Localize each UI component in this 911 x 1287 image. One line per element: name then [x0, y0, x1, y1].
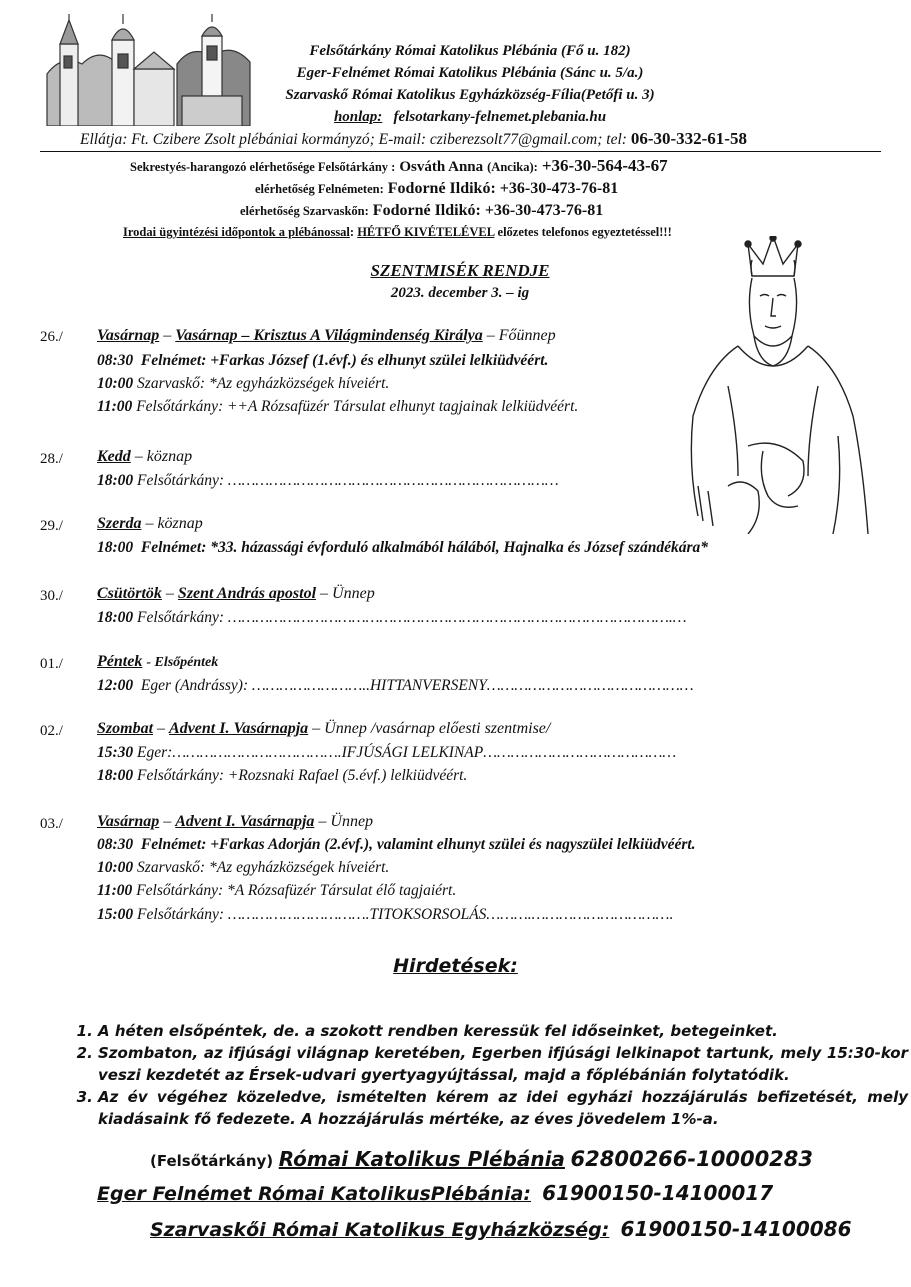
announcements-title: Hirdetések: [393, 955, 518, 977]
mass-time: 18:00 [97, 767, 134, 784]
day-heading [97, 720, 550, 738]
mass-entry [97, 677, 694, 695]
office-hours-line [123, 225, 672, 240]
day-number: 29./ [40, 518, 63, 534]
day-name: Szerda [97, 515, 142, 532]
mass-entry [97, 398, 578, 416]
homepage-link[interactable]: felsotarkany-felnemet.plebania.hu [393, 109, 607, 125]
account-prefix: (Felsőtárkány) [150, 1152, 274, 1170]
felnemet-contact: Fodorné Ildikó: +36-30-473-76-81 [387, 180, 619, 197]
mass-text: Szarvaskő: *Az egyházközségek híveiért. [137, 375, 390, 392]
office-label: Irodai ügyintézési időpontok a plébánossal [123, 225, 350, 239]
szarvasko-label: elérhetőség Szarvaskőn: [240, 204, 369, 218]
crowned-saint-illustration [668, 236, 878, 534]
mass-text: Felsőtárkány: …………………………………………………………………………………….… [137, 609, 687, 626]
day-feast: Advent I. Vasárnapja [169, 720, 309, 737]
account-name: Eger Felnémet Római KatolikusPlébánia: [97, 1183, 532, 1205]
day-name: Péntek [97, 653, 143, 670]
mass-entry [97, 352, 548, 370]
header-divider [40, 151, 881, 152]
mass-time: 08:30 [97, 352, 134, 369]
day-rank: – Ünnep /vasárnap előesti szentmise/ [312, 720, 551, 737]
day-sep: – [163, 327, 172, 344]
day-rank: – köznap [145, 515, 203, 532]
day-number: 03./ [40, 816, 63, 832]
felnemet-label: elérhetőség Felnémeten: [255, 182, 384, 196]
day-feast: Advent I. Vasárnapja [175, 813, 315, 830]
account-felnemet [97, 1181, 773, 1205]
mass-text: Felsőtárkány: ……………………………………………………………… [137, 472, 559, 489]
priest-line [80, 129, 747, 149]
announcements-list [70, 1020, 908, 1130]
day-heading [97, 448, 192, 466]
day-heading [97, 327, 556, 345]
sacristan-name: Osváth Anna [399, 159, 484, 175]
homepage-label: honlap: [333, 109, 383, 125]
mass-text: Felnémet: +Farkas Adorján (2.évf.), valamint elhunyt szülei és nagyszülei lelkiüdvéért. [140, 836, 696, 853]
mass-text: Felsőtárkány: ………………………….TITOKSORSOLÁS……….…………………………. [137, 906, 674, 923]
mass-text: Felnémet: +Farkas József (1.évf.) és elhunyt szülei lelkiüdvéért. [140, 352, 549, 369]
day-number: 28./ [40, 451, 63, 467]
sacristan-label: Sekrestyés-harangozó elérhetősége Felsőtárkány : [130, 160, 396, 174]
mass-entry [97, 375, 389, 393]
mass-time: 15:00 [97, 906, 134, 923]
office-exception: HÉTFŐ KIVÉTELÉVEL [357, 225, 495, 239]
day-sep: – [165, 585, 174, 602]
mass-entry [97, 609, 687, 627]
day-name: Vasárnap [97, 327, 160, 344]
mass-entry [97, 836, 696, 854]
day-name: Csütörtök [97, 585, 162, 602]
day-number: 30./ [40, 588, 63, 604]
day-name: Vasárnap [97, 813, 160, 830]
parish-felnemet: Eger-Felnémet Római Katolikus Plébánia (Sánc u. 5/a.) [296, 65, 644, 81]
mass-entry [97, 744, 676, 762]
mass-time: 08:30 [97, 836, 134, 853]
day-heading [97, 515, 203, 533]
mass-entry [97, 906, 673, 924]
mass-time: 15:30 [97, 744, 134, 761]
mass-entry [97, 859, 389, 877]
office-rest: előzetes telefonos egyeztetéssel!!! [497, 225, 672, 239]
mass-time: 11:00 [97, 882, 133, 899]
day-heading [97, 813, 373, 831]
mass-text: Felsőtárkány: ++A Rózsafüzér Társulat elhunyt tagjainak lelkiüdvéért. [136, 398, 579, 415]
mass-time: 18:00 [97, 472, 134, 489]
day-name: Szombat [97, 720, 154, 737]
office-colon: : [349, 225, 355, 239]
sacristan-line [130, 156, 668, 176]
mass-text: Felsőtárkány: *A Rózsafüzér Társulat élő tagjaiért. [136, 882, 457, 899]
mass-text: Felsőtárkány: +Rozsnaki Rafael (5.évf.) lelkiüdvéért. [137, 767, 468, 784]
mass-text: Eger:……………………………….IFJÚSÁGI LELKINAP…………………………………… [137, 744, 677, 761]
account-name: Szarvaskői Római Katolikus Egyházközség: [150, 1219, 610, 1241]
mass-entry [97, 539, 708, 557]
day-sep: – [163, 813, 172, 830]
day-rank: – Főünnep [486, 327, 556, 344]
mass-time: 12:00 [97, 677, 134, 694]
day-heading [97, 653, 218, 671]
account-name: Római Katolikus Plébánia [278, 1147, 565, 1171]
day-rank: – Ünnep [320, 585, 375, 602]
mass-text: Felnémet: *33. házassági évforduló alkalmából hálából, Hajnalka és József szándékára* [140, 539, 708, 556]
felnemet-contact-line [255, 180, 618, 198]
sacristan-phone: +36-30-564-43-67 [541, 156, 668, 175]
mass-entry [97, 767, 467, 785]
parish-szarvasko: Szarvaskő Római Katolikus Egyházközség-Fília(Petőfi u. 3) [285, 87, 655, 103]
priest-email[interactable]: cziberezsolt77@gmail.com; [429, 131, 603, 148]
szarvasko-contact: Fodorné Ildikó: +36-30-473-76-81 [372, 202, 604, 219]
mass-time: 11:00 [97, 398, 133, 415]
parish-felsotarkany: Felsőtárkány Római Katolikus Plébánia (Fő u. 182) [309, 43, 631, 59]
account-szarvasko [150, 1217, 852, 1241]
mass-time: 18:00 [97, 609, 134, 626]
account-felsotarkany [150, 1147, 813, 1171]
mass-text: Szarvaskő: *Az egyházközségek híveiért. [137, 859, 390, 876]
announcement-item: 1. A héten elsőpéntek, de. a szokott rendben keressük fel időseinket, betegeinket. [98, 1020, 908, 1042]
account-number: 61900150-14100017 [542, 1181, 774, 1205]
priest-tel: 06-30-332-61-58 [630, 129, 747, 148]
day-sep: – [157, 720, 166, 737]
announcement-item: 3. Az év végéhez közeledve, ismételten kérem az idei egyházi hozzájárulás befizetését, mely kiadásaink fő fedezete. A hozzájárulás mértéke, az éves jövedelem 1%-a. [98, 1086, 908, 1130]
szarvasko-contact-line [240, 202, 603, 220]
day-number: 01./ [40, 656, 63, 672]
announcement-item: 2. Szombaton, az ifjúsági világnap keretében, Egerben ifjúsági lelkinapot tartunk, mely 15:30-kor veszi kezdetét az Érsek-udvari gyertyagyújtással, majd a főplébánián folytatódik. [98, 1042, 908, 1086]
day-number: 26./ [40, 329, 63, 345]
account-number: 62800266-10000283 [570, 1147, 814, 1171]
day-rank: – köznap [134, 448, 193, 465]
priest-text: Ellátja: Ft. Czibere Zsolt plébániai kormányzó; E-mail: [80, 131, 426, 148]
day-heading [97, 585, 375, 603]
day-rank: - Elsőpéntek [146, 655, 219, 670]
mass-entry [97, 882, 456, 900]
priest-tel-label: tel: [606, 131, 627, 148]
account-number: 61900150-14100086 [620, 1217, 852, 1241]
day-number: 02./ [40, 723, 63, 739]
homepage-line [190, 109, 750, 126]
day-rank: – Ünnep [318, 813, 374, 830]
schedule-title: SZENTMISÉK RENDJE [370, 261, 550, 280]
day-feast: Vasárnap – Krisztus A Világmindenség Királya [175, 327, 483, 344]
day-feast: Szent András apostol [177, 585, 317, 602]
sacristan-nick: (Ancika): [487, 160, 538, 174]
mass-entry [97, 472, 559, 490]
day-name: Kedd [97, 448, 131, 465]
mass-time: 18:00 [97, 539, 134, 556]
mass-time: 10:00 [97, 859, 134, 876]
schedule-subtitle: 2023. december 3. – ig [390, 285, 530, 301]
mass-time: 10:00 [97, 375, 134, 392]
mass-text: Eger (Andrássy): ……………………..HITTANVERSENY……………………………………… [140, 677, 694, 694]
